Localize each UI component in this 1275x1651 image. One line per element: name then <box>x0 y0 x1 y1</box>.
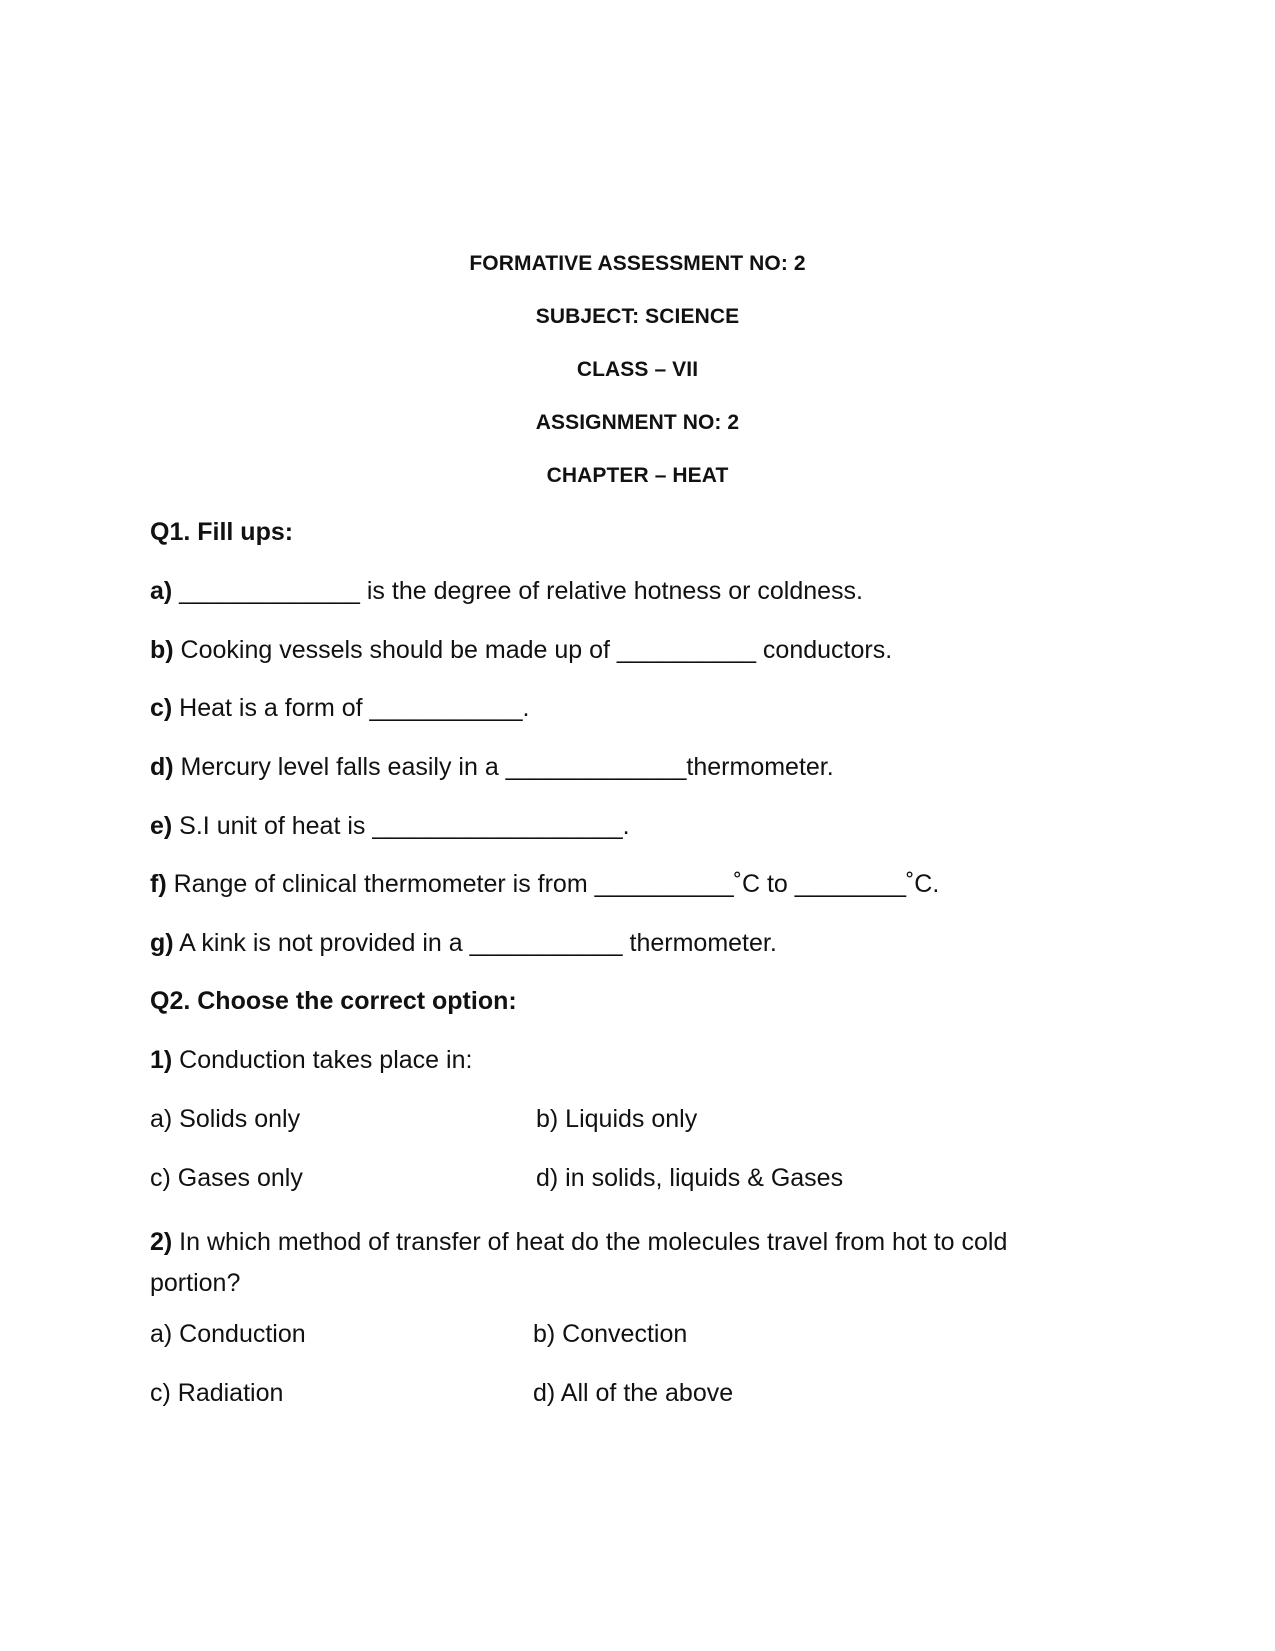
fillup-label: e) <box>150 812 173 840</box>
fillup-c <box>150 694 529 723</box>
fillup-text: Mercury level falls easily in a _____________thermometer. <box>173 753 834 781</box>
fillup-label: g) <box>150 929 174 957</box>
fillup-text: Range of clinical thermometer is from __________˚C to ________˚C. <box>166 870 940 898</box>
mcq-2-option-d: d) All of the above <box>533 1379 734 1407</box>
q2-heading: Q2. Choose the correct option: <box>150 987 517 1015</box>
mcq-2-option-b: b) Convection <box>533 1320 688 1348</box>
fillup-f <box>150 870 939 899</box>
fillup-g <box>150 929 777 958</box>
chapter-title: CHAPTER – HEAT <box>546 464 729 487</box>
mcq-label: 2) <box>150 1228 173 1256</box>
mcq-1-option-c: c) Gases only <box>150 1164 303 1192</box>
fillup-text: A kink is not provided in a ___________ thermometer. <box>173 929 777 957</box>
fillup-text: Cooking vessels should be made up of __________ conductors. <box>173 636 893 664</box>
fillup-label: d) <box>150 753 174 781</box>
fillup-label: f) <box>150 870 167 898</box>
q1-heading: Q1. Fill ups: <box>150 518 294 546</box>
fillup-label: a) <box>150 577 173 605</box>
mcq-1-option-a: a) Solids only <box>150 1105 301 1133</box>
fillup-text: S.I unit of heat is __________________. <box>172 812 630 840</box>
assessment-title: FORMATIVE ASSESSMENT NO: 2 <box>469 252 806 275</box>
subject-title: SUBJECT: SCIENCE <box>535 305 740 328</box>
mcq-1-question <box>150 1046 472 1075</box>
mcq-text: Conduction takes place in: <box>172 1046 473 1074</box>
fillup-text: Heat is a form of ___________. <box>172 694 530 722</box>
fillup-b <box>150 636 892 665</box>
fillup-label: c) <box>150 694 173 722</box>
mcq-label: 1) <box>150 1046 173 1074</box>
fillup-d <box>150 753 834 782</box>
assignment-title: ASSIGNMENT NO: 2 <box>535 411 740 434</box>
mcq-1-option-d: d) in solids, liquids & Gases <box>536 1164 844 1192</box>
mcq-2-question <box>150 1222 1100 1304</box>
mcq-1-option-b: b) Liquids only <box>536 1105 698 1133</box>
mcq-text: In which method of transfer of heat do the molecules travel from hot to cold portion? <box>150 1228 1008 1297</box>
mcq-2-option-a: a) Conduction <box>150 1320 306 1348</box>
fillup-e <box>150 812 630 841</box>
class-title: CLASS – VII <box>576 358 699 381</box>
fillup-label: b) <box>150 636 174 664</box>
mcq-2-option-c: c) Radiation <box>150 1379 284 1407</box>
fillup-text: _____________ is the degree of relative hotness or coldness. <box>172 577 863 605</box>
fillup-a <box>150 577 863 606</box>
